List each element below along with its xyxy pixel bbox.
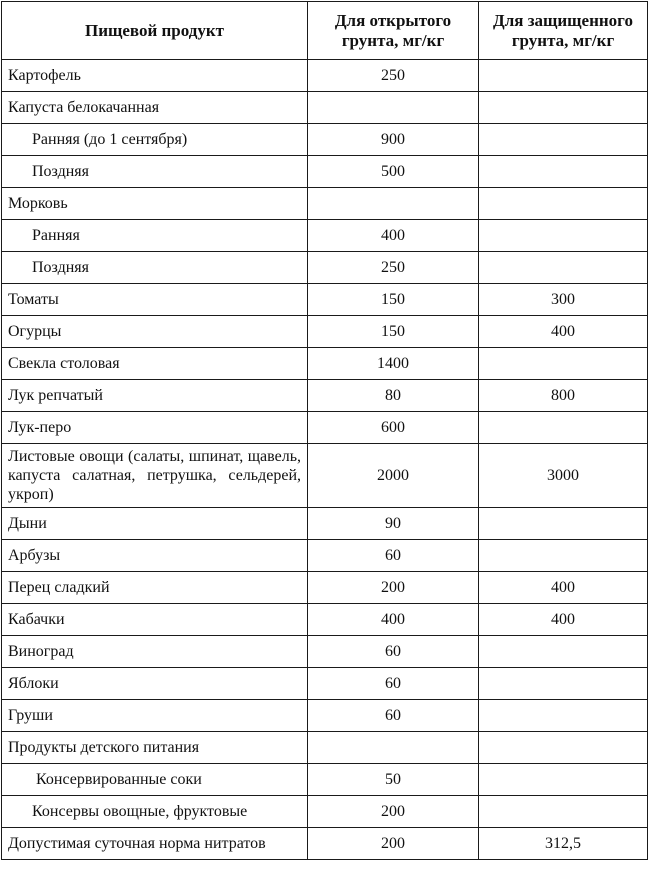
protected-ground-value-cell: 300	[479, 284, 648, 316]
open-ground-value-cell: 1400	[308, 348, 479, 380]
open-ground-value-cell: 80	[308, 380, 479, 412]
protected-ground-value-cell	[479, 508, 648, 540]
open-ground-value-cell	[308, 732, 479, 764]
open-ground-value-cell: 60	[308, 540, 479, 572]
open-ground-value-cell: 60	[308, 700, 479, 732]
open-ground-value-cell: 500	[308, 156, 479, 188]
table-row	[2, 636, 648, 668]
open-ground-value-cell: 250	[308, 252, 479, 284]
table-row	[2, 380, 648, 412]
product-name-cell: Допустимая суточная норма нитратов	[2, 828, 308, 860]
table-row	[2, 60, 648, 92]
protected-ground-value-cell	[479, 796, 648, 828]
product-name-cell: Поздняя	[2, 252, 308, 284]
open-ground-value-cell: 400	[308, 220, 479, 252]
table-row	[2, 444, 648, 508]
product-name-cell: Поздняя	[2, 156, 308, 188]
product-name-cell: Свекла столовая	[2, 348, 308, 380]
protected-ground-value-cell	[479, 636, 648, 668]
open-ground-value-cell: 150	[308, 316, 479, 348]
open-ground-value-cell: 900	[308, 124, 479, 156]
protected-ground-value-cell	[479, 252, 648, 284]
protected-ground-value-cell	[479, 124, 648, 156]
header-protected-ground: Для защищенного грунта, мг/кг	[479, 2, 648, 60]
table-row	[2, 732, 648, 764]
table-row	[2, 700, 648, 732]
product-name-cell: Яблоки	[2, 668, 308, 700]
protected-ground-value-cell	[479, 540, 648, 572]
open-ground-value-cell: 50	[308, 764, 479, 796]
protected-ground-value-cell	[479, 732, 648, 764]
product-name-cell: Продукты детского питания	[2, 732, 308, 764]
open-ground-value-cell: 2000	[308, 444, 479, 508]
open-ground-value-cell: 200	[308, 828, 479, 860]
product-name-cell: Консервы овощные, фруктовые	[2, 796, 308, 828]
open-ground-value-cell: 400	[308, 604, 479, 636]
protected-ground-value-cell: 800	[479, 380, 648, 412]
open-ground-value-cell: 200	[308, 572, 479, 604]
open-ground-value-cell: 200	[308, 796, 479, 828]
product-name-cell: Консервированные соки	[2, 764, 308, 796]
open-ground-value-cell: 150	[308, 284, 479, 316]
header-product: Пищевой продукт	[2, 2, 308, 60]
product-name-cell: Листовые овощи (салаты, шпинат, щавель, капуста салатная, петрушка, сельдерей, укроп)	[2, 444, 308, 508]
protected-ground-value-cell	[479, 220, 648, 252]
open-ground-value-cell: 60	[308, 668, 479, 700]
product-name-cell: Дыни	[2, 508, 308, 540]
product-name-cell: Томаты	[2, 284, 308, 316]
open-ground-value-cell	[308, 188, 479, 220]
table-row	[2, 796, 648, 828]
nitrate-table-container	[1, 1, 648, 860]
product-name-cell: Лук-перо	[2, 412, 308, 444]
product-name-cell: Перец сладкий	[2, 572, 308, 604]
product-name-cell: Арбузы	[2, 540, 308, 572]
product-name-cell: Виноград	[2, 636, 308, 668]
table-row	[2, 188, 648, 220]
protected-ground-value-cell	[479, 188, 648, 220]
table-row	[2, 252, 648, 284]
table-row	[2, 124, 648, 156]
product-name-cell: Картофель	[2, 60, 308, 92]
table-row	[2, 156, 648, 188]
protected-ground-value-cell: 400	[479, 604, 648, 636]
open-ground-value-cell: 90	[308, 508, 479, 540]
protected-ground-value-cell	[479, 348, 648, 380]
protected-ground-value-cell	[479, 412, 648, 444]
header-open-ground: Для открытого грунта, мг/кг	[308, 2, 479, 60]
protected-ground-value-cell	[479, 668, 648, 700]
table-row	[2, 316, 648, 348]
table-row	[2, 540, 648, 572]
nitrate-limits-table	[1, 1, 648, 860]
table-row	[2, 828, 648, 860]
product-name-cell: Морковь	[2, 188, 308, 220]
table-row	[2, 572, 648, 604]
product-name-cell: Ранняя	[2, 220, 308, 252]
table-body	[2, 60, 648, 860]
table-row	[2, 412, 648, 444]
open-ground-value-cell: 600	[308, 412, 479, 444]
table-row	[2, 284, 648, 316]
protected-ground-value-cell: 400	[479, 572, 648, 604]
product-name-cell: Лук репчатый	[2, 380, 308, 412]
protected-ground-value-cell	[479, 60, 648, 92]
protected-ground-value-cell	[479, 156, 648, 188]
table-row	[2, 92, 648, 124]
product-name-cell: Кабачки	[2, 604, 308, 636]
open-ground-value-cell	[308, 92, 479, 124]
table-row	[2, 508, 648, 540]
open-ground-value-cell: 60	[308, 636, 479, 668]
product-name-cell: Ранняя (до 1 сентября)	[2, 124, 308, 156]
table-header-row	[2, 2, 648, 60]
protected-ground-value-cell	[479, 764, 648, 796]
protected-ground-value-cell: 3000	[479, 444, 648, 508]
protected-ground-value-cell: 400	[479, 316, 648, 348]
protected-ground-value-cell	[479, 700, 648, 732]
table-row	[2, 604, 648, 636]
product-name-cell: Капуста белокачанная	[2, 92, 308, 124]
protected-ground-value-cell: 312,5	[479, 828, 648, 860]
open-ground-value-cell: 250	[308, 60, 479, 92]
product-name-cell: Груши	[2, 700, 308, 732]
table-row	[2, 668, 648, 700]
table-row	[2, 764, 648, 796]
protected-ground-value-cell	[479, 92, 648, 124]
table-row	[2, 220, 648, 252]
product-name-cell: Огурцы	[2, 316, 308, 348]
table-row	[2, 348, 648, 380]
